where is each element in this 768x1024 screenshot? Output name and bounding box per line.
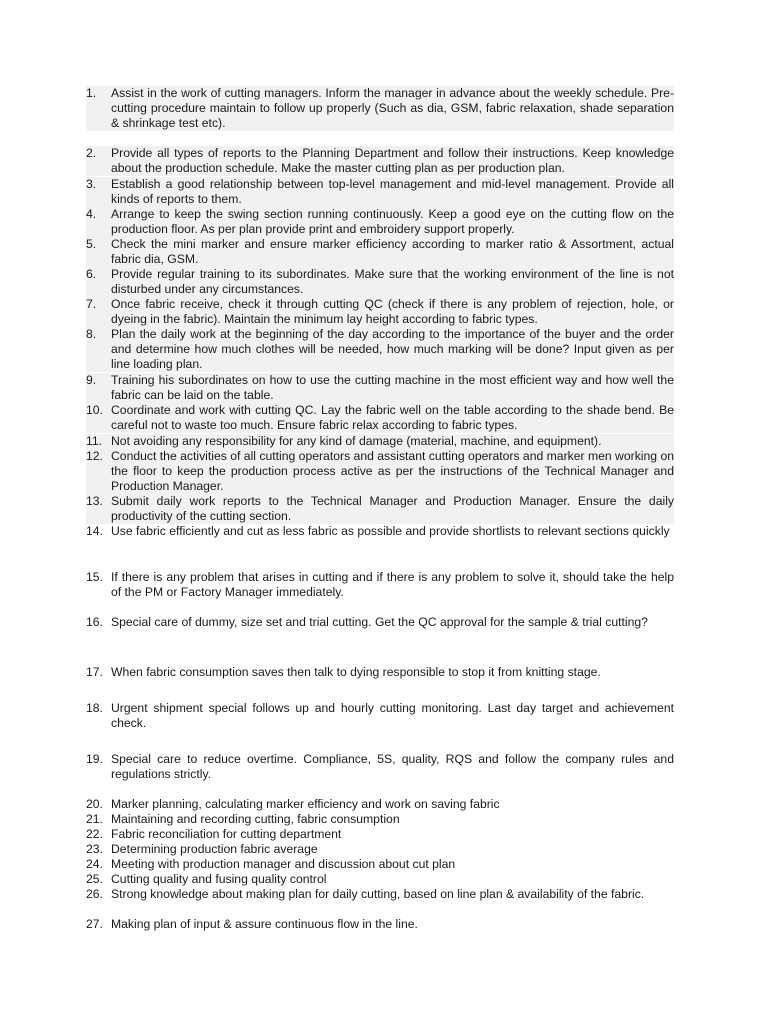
item-text: Strong knowledge about making plan for daily cutting, based on line plan & availability of the fabric. bbox=[111, 887, 645, 901]
list-item bbox=[86, 857, 674, 872]
item-text: Training his subordinates on how to use the cutting machine in the most efficient way and how well the fabric can be laid on the table. bbox=[86, 373, 674, 403]
item-number: 21. bbox=[86, 812, 103, 826]
list-item bbox=[86, 665, 674, 680]
item-number: 3. bbox=[86, 177, 97, 191]
item-number: 24. bbox=[86, 857, 103, 871]
list-item bbox=[86, 812, 674, 827]
item-number: 1. bbox=[86, 86, 97, 100]
list-item bbox=[86, 524, 674, 539]
list-item bbox=[86, 797, 674, 812]
item-text: Establish a good relationship between top-level management and mid-level management. Provide all kinds of reports to them. bbox=[86, 177, 674, 207]
item-text: Assist in the work of cutting managers. Inform the manager in advance about the weekly schedule. Pre-cutting procedure maintain to follow up properly (Such as dia, GSM, fabric relaxation, shade separation & shrinkage test etc). bbox=[86, 86, 674, 131]
item-number: 13. bbox=[86, 494, 103, 508]
item-number: 9. bbox=[86, 373, 97, 387]
item-text: Conduct the activities of all cutting operators and assistant cutting operators and marker men working on the floor to keep the production process active as per the instructions of the Technical Manager and Production Manager. bbox=[86, 449, 674, 494]
item-text: Not avoiding any responsibility for any kind of damage (material, machine, and equipment). bbox=[86, 434, 674, 449]
item-number: 5. bbox=[86, 237, 97, 251]
list-item bbox=[86, 842, 674, 857]
list-item bbox=[86, 494, 674, 524]
list-item bbox=[86, 297, 674, 327]
list-item bbox=[86, 917, 674, 932]
item-number: 25. bbox=[86, 872, 103, 886]
list-item bbox=[86, 146, 674, 176]
item-number: 7. bbox=[86, 297, 97, 311]
item-number: 2. bbox=[86, 146, 97, 160]
item-text: Urgent shipment special follows up and hourly cutting monitoring. Last day target and achievement check. bbox=[111, 701, 674, 730]
item-number: 18. bbox=[86, 701, 103, 715]
item-number: 14. bbox=[86, 524, 103, 538]
item-number: 20. bbox=[86, 797, 103, 811]
item-number: 22. bbox=[86, 827, 103, 841]
item-text: Marker planning, calculating marker efficiency and work on saving fabric bbox=[111, 797, 500, 811]
item-text: Meeting with production manager and discussion about cut plan bbox=[111, 857, 456, 871]
item-number: 12. bbox=[86, 449, 103, 463]
list-item bbox=[86, 267, 674, 297]
item-number: 27. bbox=[86, 917, 103, 931]
item-text: When fabric consumption saves then talk to dying responsible to stop it from knitting stage. bbox=[111, 665, 601, 679]
list-item bbox=[86, 373, 674, 403]
list-item bbox=[86, 752, 674, 782]
item-text: Provide regular training to its subordinates. Make sure that the working environment of the line is not disturbed under any circumstances. bbox=[86, 267, 674, 297]
list-item bbox=[86, 887, 674, 902]
item-text: Use fabric efficiently and cut as less fabric as possible and provide shortlists to relevant sections quickly bbox=[111, 524, 670, 538]
list-item bbox=[86, 615, 674, 630]
item-text: Once fabric receive, check it through cutting QC (check if there is any problem of rejection, hole, or dyeing in the fabric). Maintain the minimum lay height according to fabric types. bbox=[86, 297, 674, 327]
item-text: Maintaining and recording cutting, fabric consumption bbox=[111, 812, 400, 826]
item-text: Check the mini marker and ensure marker efficiency according to marker ratio & Assortment, actual fabric dia, GSM. bbox=[86, 237, 674, 267]
list-item bbox=[86, 177, 674, 207]
list-item bbox=[86, 701, 674, 731]
item-number: 16. bbox=[86, 615, 103, 629]
item-text: Making plan of input & assure continuous flow in the line. bbox=[111, 917, 418, 931]
list-item bbox=[86, 872, 674, 887]
item-text: Special care to reduce overtime. Compliance, 5S, quality, RQS and follow the company rules and regulations strictly. bbox=[111, 752, 674, 781]
item-number: 4. bbox=[86, 207, 97, 221]
list-item bbox=[86, 237, 674, 267]
item-number: 26. bbox=[86, 887, 103, 901]
list-item bbox=[86, 403, 674, 433]
list-item bbox=[86, 86, 674, 131]
item-text: Arrange to keep the swing section running continuously. Keep a good eye on the cutting flow on the production floor. As per plan provide print and embroidery support properly. bbox=[86, 207, 674, 237]
list-item bbox=[86, 449, 674, 494]
item-number: 15. bbox=[86, 570, 103, 584]
item-number: 10. bbox=[86, 403, 103, 417]
item-text: Coordinate and work with cutting QC. Lay the fabric well on the table according to the shade bend. Be careful not to waste too much. Ensure fabric relax according to fabric types. bbox=[86, 403, 674, 433]
item-text: Plan the daily work at the beginning of the day according to the importance of the buyer and the order and determine how much clothes will be needed, how much marking will be done? Input given as per line loading plan. bbox=[86, 327, 674, 372]
list-item bbox=[86, 827, 674, 842]
item-number: 6. bbox=[86, 267, 97, 281]
list-item bbox=[86, 434, 674, 449]
item-text: Cutting quality and fusing quality control bbox=[111, 872, 327, 886]
list-item bbox=[86, 570, 674, 600]
item-text: Submit daily work reports to the Technical Manager and Production Manager. Ensure the daily productivity of the cutting section. bbox=[86, 494, 674, 524]
item-number: 8. bbox=[86, 327, 97, 341]
item-text: Special care of dummy, size set and trial cutting. Get the QC approval for the sample & trial cutting? bbox=[111, 615, 648, 629]
item-text: Provide all types of reports to the Planning Department and follow their instructions. Keep knowledge about the production schedule. Make the master cutting plan as per production plan. bbox=[86, 146, 674, 176]
list-item bbox=[86, 207, 674, 237]
item-text: Determining production fabric average bbox=[111, 842, 318, 856]
item-number: 17. bbox=[86, 665, 103, 679]
item-text: If there is any problem that arises in cutting and if there is any problem to solve it, should take the help of the PM or Factory Manager immediately. bbox=[111, 570, 674, 599]
item-text: Fabric reconciliation for cutting department bbox=[111, 827, 342, 841]
item-number: 23. bbox=[86, 842, 103, 856]
item-number: 11. bbox=[86, 434, 103, 448]
item-number: 19. bbox=[86, 752, 103, 766]
list-item bbox=[86, 327, 674, 372]
